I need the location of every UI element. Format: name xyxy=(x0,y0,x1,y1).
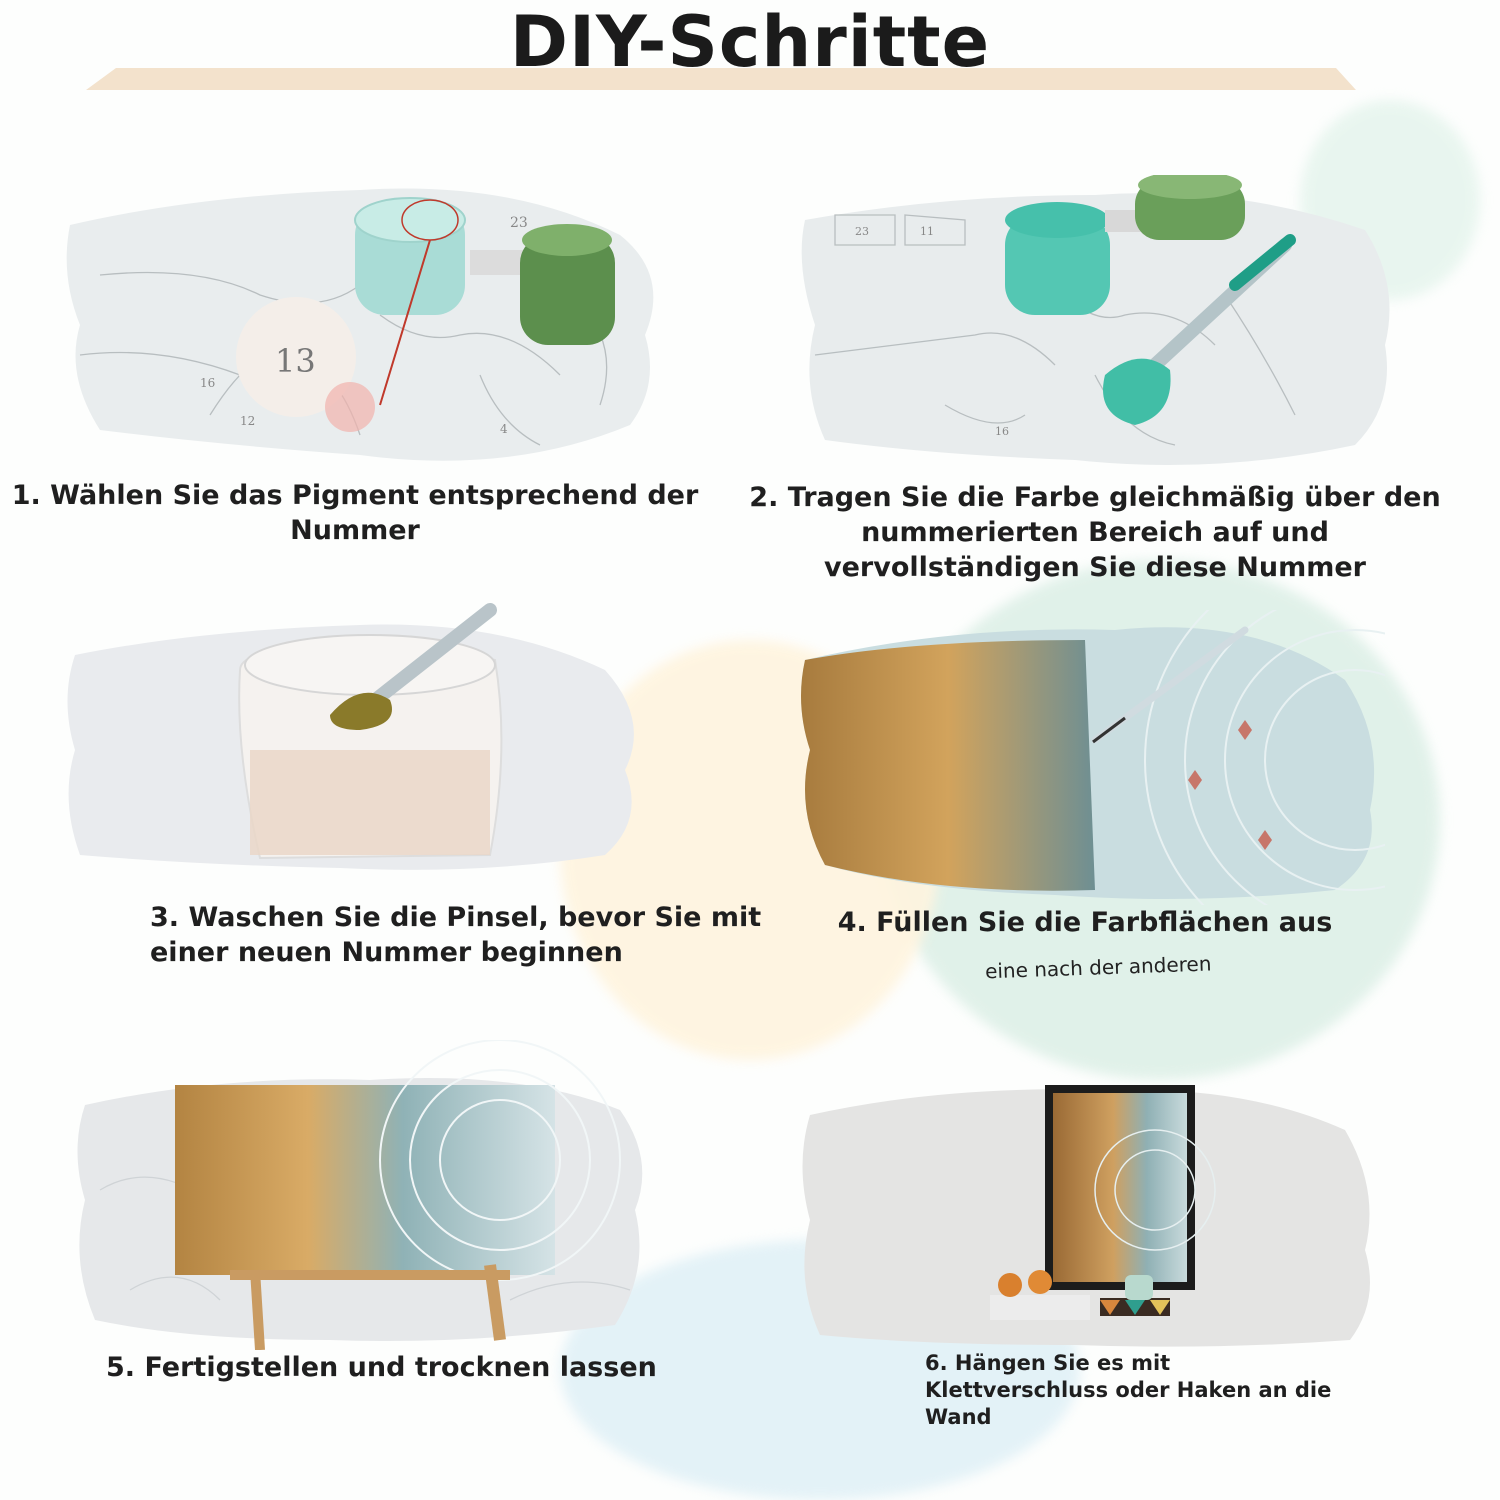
svg-text:16: 16 xyxy=(200,376,216,390)
step-1-caption: 1. Wählen Sie das Pigment entsprechend der Nummer xyxy=(11,480,699,546)
step-6-image xyxy=(795,1070,1375,1350)
svg-text:12: 12 xyxy=(240,414,256,428)
step-4-image xyxy=(795,610,1385,905)
step-5-image xyxy=(70,1040,650,1350)
svg-text:11: 11 xyxy=(920,225,934,238)
canvas-number-label: 13 xyxy=(275,342,316,380)
svg-text:4: 4 xyxy=(500,422,508,436)
step-2-caption: 2. Tragen Sie die Farbe gleichmäßig über den nummerierten Bereich auf und vervollständigen Sie diese Nummer xyxy=(749,482,1441,583)
step-4-caption: 4. Füllen Sie die Farbflächen aus xyxy=(837,907,1333,938)
step-2-image xyxy=(795,175,1395,475)
step-3-image xyxy=(60,600,645,870)
step-5-caption: 5. Fertigstellen und trocknen lassen xyxy=(106,1352,657,1383)
svg-text:23: 23 xyxy=(855,225,869,238)
svg-text:23: 23 xyxy=(510,215,528,231)
step-6-caption: 6. Hängen Sie es mit Klettverschluss oder Haken an die Wand xyxy=(925,1351,1332,1429)
svg-text:16: 16 xyxy=(995,425,1009,438)
step-1-image xyxy=(60,175,660,475)
step-4-subcaption: eine nach der anderen xyxy=(984,951,1212,984)
page-title: DIY-Schritte xyxy=(509,1,991,83)
step-3-caption: 3. Waschen Sie die Pinsel, bevor Sie mit einer neuen Nummer beginnen xyxy=(150,902,762,968)
